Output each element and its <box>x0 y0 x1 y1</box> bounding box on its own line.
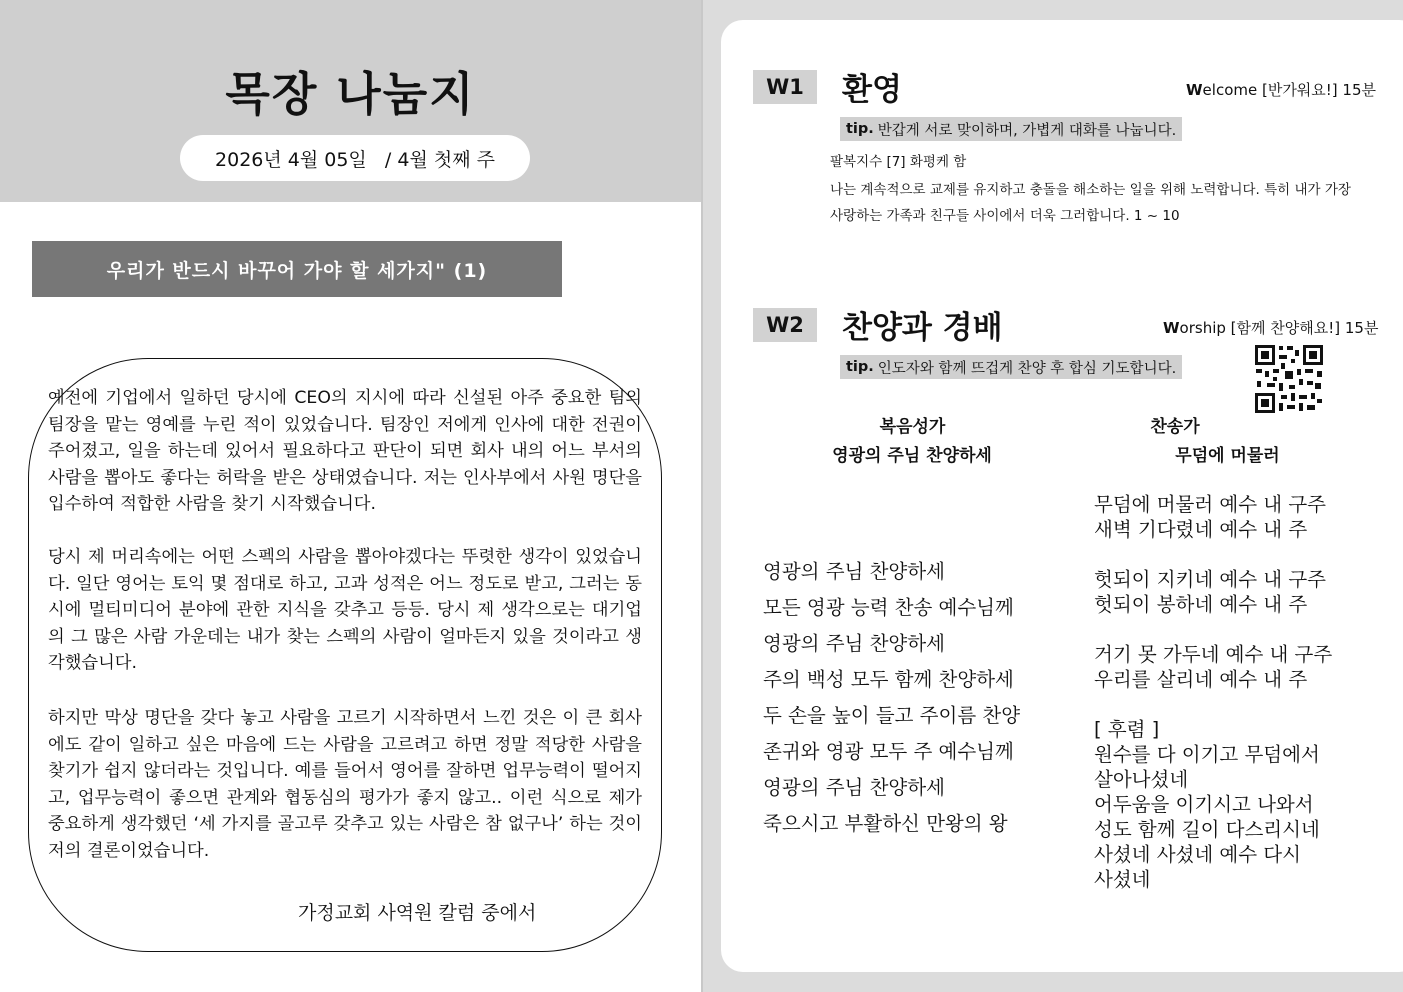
w1-title: 환영 <box>842 72 902 108</box>
song2-lyrics <box>1094 492 1332 892</box>
w2-meta-text: orship [함께 찬양해요!] 15분 <box>1179 319 1379 337</box>
w1-tip-label: tip. <box>846 121 874 137</box>
song1-lyrics <box>763 554 1020 842</box>
w1-verse-text: 나는 계속적으로 교제를 유지하고 충돌을 해소하는 일을 위해 노력합니다. 특히 내가 가장 사랑하는 가족과 친구들 사이에서 더욱 그러합니다. 1 ~ 10 <box>830 182 1351 224</box>
lyric-line: 사셨네 사셨네 예수 다시 <box>1094 843 1301 866</box>
w1-meta-text: elcome [반가워요!] 15분 <box>1202 81 1376 99</box>
column-title: 우리가 반드시 바꾸어 가야 할 세가지" (1) <box>32 241 562 297</box>
article-source: 가정교회 사역원 칼럼 중에서 <box>298 902 537 924</box>
lyric-line: 성도 함께 길이 다스리시네 <box>1094 818 1320 841</box>
lyric-line: 존귀와 영광 모두 주 예수님께 <box>763 740 1014 763</box>
date-pill <box>180 135 530 181</box>
song1-category: 복음성가 <box>879 417 946 437</box>
lyric-gap <box>1094 542 1332 567</box>
lyric-line: 헛되이 지키네 예수 내 구주 <box>1094 568 1327 591</box>
left-header <box>0 0 701 202</box>
w2-meta <box>1163 317 1378 338</box>
song2-category: 찬송가 <box>1150 417 1200 437</box>
song2-title: 무덤에 머물러 <box>1175 446 1280 466</box>
article-paragraph-3: 하지만 막상 명단을 갖다 놓고 사람을 고르기 시작하면서 느낀 것은 이 큰 회사에도 같이 일하고 싶은 마음에 드는 사람을 고르려고 하면 정말 적당한 사람을 찾기가 쉽지 않더라는 것입니다. 예를 들어서 영어를 잘하면 업무능력이 떨어지고, 업무능력이 좋으면 관계와 협동심의 평가가 좋지 않고.. 이런 식으로 제가 중요하게 생각했던 ‘세 가지를 골고루 갖추고 있는 사람은 참 없구나’ 하는 것이 저의 결론이었습니다. <box>48 708 642 861</box>
lyric-line: 영광의 주님 찬양하세 <box>763 776 945 799</box>
left-page <box>0 0 701 992</box>
qr-code-icon[interactable] <box>1253 343 1325 415</box>
page-divider <box>701 0 703 992</box>
lyric-line: 사셨네 <box>1094 868 1151 891</box>
w1-verse-ref: 팔복지수 [7] 화평케 함 <box>830 154 967 170</box>
lyric-gap <box>1094 692 1332 717</box>
article-paragraph-1: 예전에 기업에서 일하던 당시에 CEO의 지시에 따라 신설된 아주 중요한 팀의 팀장을 맡는 영예를 누린 적이 있었습니다. 팀장인 저에게 인사에 대한 전권이 주어졌고, 일을 하는데 있어서 필요하다고 판단이 되면 회사 내의 어느 부서의 사람을 뽑아도 좋다는 허락을 받은 상태였습니다. 저는 인사부에서 사원 명단을 입수하여 적합한 사람을 찾기 시작했습니다. <box>48 388 642 515</box>
w2-tip <box>840 355 1182 379</box>
w2-tip-label: tip. <box>846 359 874 375</box>
lyric-chorus-label: [ 후렴 ] <box>1094 718 1160 741</box>
lyric-line: 살아나셨네 <box>1094 768 1189 791</box>
lyric-line: 원수를 다 이기고 무덤에서 <box>1094 743 1320 766</box>
lyric-line: 주의 백성 모두 함께 찬양하세 <box>763 668 1014 691</box>
w1-tip-text: 반갑게 서로 맞이하며, 가볍게 대화를 나눕니다. <box>877 122 1177 139</box>
lyric-line: 거기 못 가두네 예수 내 구주 <box>1094 643 1333 666</box>
lyric-line: 헛되이 봉하네 예수 내 주 <box>1094 593 1308 616</box>
lyric-line: 우리를 살리네 예수 내 주 <box>1094 668 1308 691</box>
lyric-line: 영광의 주님 찬양하세 <box>763 560 945 583</box>
w1-meta-initial: W <box>1186 81 1203 99</box>
lyric-line: 새벽 기다렸네 예수 내 주 <box>1094 518 1308 541</box>
article-paragraph-2: 당시 제 머리속에는 어떤 스펙의 사람을 뽑아야겠다는 뚜렷한 생각이 있었습니다. 일단 영어는 토익 몇 점대로 하고, 고과 성적은 어느 정도로 받고, 그러는 동시에 멀티미디어 분야에 관한 지식을 갖추고 등등. 당시 제 생각으로는 대기업의 그 많은 사람 가운데는 내가 찾는 스펙의 사람이 얼마든지 있을 것이라고 생각했습니다. <box>48 547 642 674</box>
date-text: 2026년 4월 05일 <box>215 148 367 171</box>
w1-meta <box>1186 79 1376 100</box>
lyric-line: 무덤에 머물러 예수 내 구주 <box>1094 493 1327 516</box>
lyric-line: 두 손을 높이 들고 주이름 찬양 <box>763 704 1021 727</box>
lyric-gap <box>1094 617 1332 642</box>
date-spacer <box>367 147 385 169</box>
w1-badge: W1 <box>753 70 817 104</box>
w2-badge: W2 <box>753 308 817 342</box>
lyric-line: 영광의 주님 찬양하세 <box>763 632 945 655</box>
w2-tip-text: 인도자와 함께 뜨겁게 찬양 후 합심 기도합니다. <box>877 360 1177 377</box>
w2-title: 찬양과 경배 <box>842 310 1003 346</box>
w2-meta-initial: W <box>1163 319 1180 337</box>
lyric-line: 죽으시고 부활하신 만왕의 왕 <box>763 812 1008 835</box>
lyric-line: 어두움을 이기시고 나와서 <box>1094 793 1314 816</box>
song1-title: 영광의 주님 찬양하세 <box>832 446 992 466</box>
w1-tip <box>840 117 1182 141</box>
page-title: 목장 나눔지 <box>225 67 476 121</box>
week-text: / 4월 첫째 주 <box>384 148 495 171</box>
lyric-line: 모든 영광 능력 찬송 예수님께 <box>763 596 1014 619</box>
